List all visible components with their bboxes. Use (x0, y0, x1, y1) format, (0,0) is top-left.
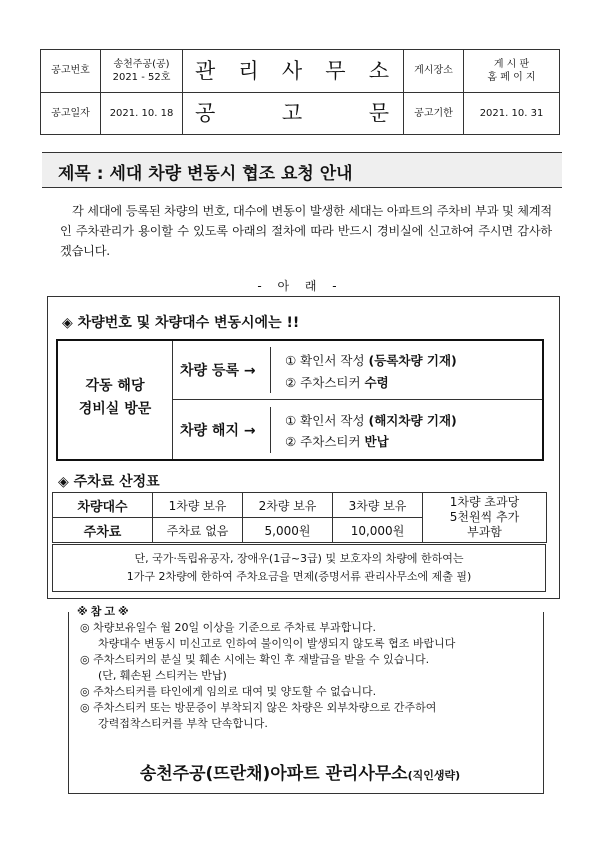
notes-list (80, 620, 540, 732)
list-item: ◎ 주차스티커를 타인에게 임의로 대여 및 양도할 수 없습니다. (80, 685, 377, 698)
list-item: (단, 훼손된 스티커는 반납) (98, 669, 227, 682)
list-item: ◎ 주차스티커 또는 방문증이 부착되지 않은 차량은 외부차량으로 간주하여 (80, 701, 437, 714)
notice-header-table (40, 49, 560, 135)
fee-header-cell: 차량대수 (53, 493, 153, 518)
list-item: ◎ 주차스티커의 분실 및 훼손 시에는 확인 후 재발급을 받을 수 있습니다. (80, 653, 430, 666)
fee-header-cell: 2차량 보유 (243, 493, 333, 518)
fee-section-heading: ◈ 주차료 산정표 (58, 474, 160, 490)
notice-number: 송천주공(공) 2021 - 52호 (101, 50, 183, 93)
notes-title: ※참고※ (73, 603, 136, 619)
fee-value-cell: 주차료 없음 (153, 518, 243, 543)
list-item: ◎ 차량보유일수 월 20일 이상을 기준으로 주차료 부과합니다. (80, 621, 376, 634)
cancel-step-1: ① 확인서 작성 (해지차량 기재) (285, 413, 457, 428)
title-bar (42, 152, 562, 188)
below-marker: - 아 래 - (257, 279, 343, 293)
visit-guard-office: 각동 해당 경비실 방문 (78, 378, 152, 417)
register-step-2: ② 주차스티커 수령 (285, 375, 389, 390)
fee-extra-note: 1차량 초과당 5천원씩 추가 부과함 (423, 493, 547, 543)
fee-header-cell: 3차량 보유 (333, 493, 423, 518)
register-step-1: ① 확인서 작성 (등록차량 기재) (285, 353, 457, 368)
issuer-signature: 송천주공(뜨란채)아파트 관리사무소(직인생략) (139, 764, 461, 784)
divider (270, 347, 271, 393)
notice-date-label: 공고일자 (41, 93, 101, 135)
fee-table (52, 492, 547, 543)
fee-value-cell: 10,000원 (333, 518, 423, 543)
intro-paragraph: 각 세대에 등록된 차량의 번호, 대수에 변동이 발생한 세대는 아파트의 주차비 부과 및 체계적인 주차관리가 용이할 수 있도록 아래의 절차에 따라 반드시 경비실에 신고하여 주시면 감사하겠습니다. (60, 204, 552, 258)
list-item: 차량대수 변동시 미신고로 인하여 불이익이 발생되지 않도록 협조 바랍니다 (98, 637, 456, 650)
cancel-label: 차량 해지 → (180, 423, 256, 439)
notice-doc-label: 공 고 문 (183, 93, 404, 135)
fee-value-cell: 주차료 (53, 518, 153, 543)
exemption-note: 단, 국가·독립유공자, 장애우(1급~3급) 및 보호자의 차량에 한하여는 1가구 2차량에 한하여 주차요금을 면제(증명서류 관리사무소에 제출 필) (52, 544, 546, 592)
deadline-label: 공고기한 (404, 93, 464, 135)
post-place-label: 게시장소 (404, 50, 464, 93)
register-label: 차량 등록 → (180, 363, 256, 379)
deadline: 2021. 10. 31 (464, 93, 560, 135)
divider (270, 407, 271, 453)
page-title: 제목 : 세대 차량 변동시 협조 요청 안내 (58, 164, 353, 184)
change-section-heading: ◈ 차량번호 및 차량대수 변동시에는 !! (62, 315, 300, 331)
fee-header-cell: 1차량 보유 (153, 493, 243, 518)
notice-number-label: 공고번호 (41, 50, 101, 93)
post-place: 게 시 판 홈 페 이 지 (464, 50, 560, 93)
list-item: 강력접착스티커를 부착 단속합니다. (98, 717, 268, 730)
divider (172, 341, 173, 459)
office-name: 관 리 사 무 소 (183, 50, 404, 93)
divider (172, 399, 542, 400)
fee-value-cell: 5,000원 (243, 518, 333, 543)
cancel-step-2: ② 주차스티커 반납 (285, 434, 389, 449)
notice-date: 2021. 10. 18 (101, 93, 183, 135)
